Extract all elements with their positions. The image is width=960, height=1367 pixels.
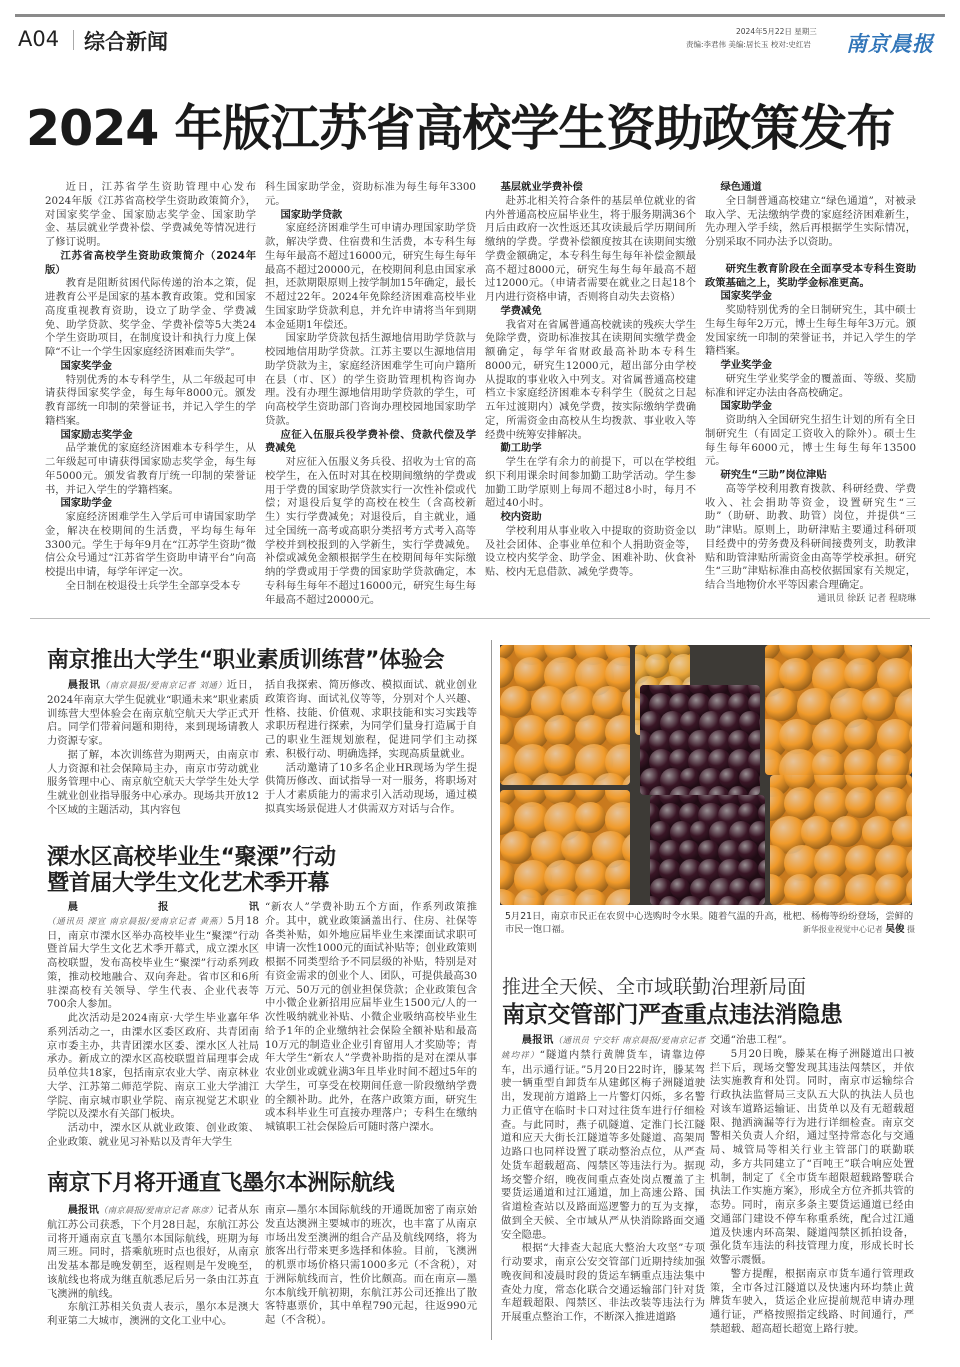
fruit xyxy=(690,821,710,841)
main-headline: 2024 年版江苏省高校学生资助政策发布 xyxy=(26,100,895,157)
fruit xyxy=(831,816,862,847)
paragraph: 我省对在省属普通高校就读的残疾大学生免除学费，资助标准按其在读期间实缴学费金额确定，每学年省财政最高补助本专科生8000元，研究生12000元，超出部分由学校从提取的事业收入中列支。对省属普通高校建档立卡家庭经济困难本专科学生（脱贫之日起五年过渡期内）减免学费，按实际缴纳学费确定，所需资金由高校从生均拨款、事业收入等经费中统筹安排解决。 xyxy=(485,318,696,441)
lishui-headline-line2: 暨首届大学生文化艺术季开幕 xyxy=(47,871,330,896)
fruit xyxy=(500,657,514,688)
photo-caption xyxy=(505,910,915,936)
subheading: 学业奖学金 xyxy=(720,359,772,371)
article-column xyxy=(501,1034,705,1325)
training-headline: 南京推出大学生“职业素质训练营”体验会 xyxy=(47,648,445,673)
photographer-name: 吴俊 xyxy=(885,924,905,935)
dateline-source: （通讯员 宁交轩 南京晨报/爱南京记者 姚均祥） xyxy=(501,1036,705,1061)
paragraph: 根据“大排查大起底大整治大攻坚”专项行动要求，南京公安交管部门近期持续加强晚夜间和凌晨时段的货运车辆重点违法集中查处力度，常态化联合交通运输部门针对货车超载超限、闯禁区、非法改装等违法行为开展重点整治工作，不断深入推进道路 xyxy=(501,1242,705,1323)
credit-suffix: 摄 xyxy=(907,925,915,934)
paragraph: 5月20日晚，滕某在梅子洲隧道出口被拦下后，现场交警发现其违法闯禁区，并依法实施教育和处罚。同时，南京市运输综合行政执法监督局三支队五大队的执法人员也对该车道路运输证、出货单以及有无超载超限、抛洒滴漏等行为进行详细检查。南京交警相关负责人介绍，通过坚持常态化与交通局、城管局等相关行业主管部门的联勤联动，多方共同建立了“百吨王”联合响应处置机制，制定了《全市货车超限超载路警联合执法工作实施方案》，形成全方位齐抓共管的态势。同时，南京多条主要货运通道已经由交通部门建设不停车称重系统，配合过江通道及快速内环高架、隧道闯禁区抓拍设备，强化货车违法的科技管理力度，形成长时长效警示震慑。 xyxy=(710,1047,914,1266)
dateline-label: 晨报讯 xyxy=(67,1204,99,1216)
paragraph: 家庭经济困难学生入学后可申请国家助学金，解决在校期间的生活费，平均每生每年3300元。学生于每年9月在“江苏学生资助”微信公众号通过“江苏省学生资助申请平台”向高校提出申请，每学年评定一次。 xyxy=(45,511,256,578)
fruit xyxy=(544,744,577,777)
caption-text: 5月21日，南京市民正在农贸中心选购时令水果。随着气温的升高，枇杷、杨梅等纷纷登场，尝鲜的市民一饱口福。 xyxy=(505,911,914,935)
fruit xyxy=(814,874,845,905)
fruit xyxy=(739,768,759,788)
fruit xyxy=(844,749,878,775)
article-column xyxy=(265,679,477,817)
subheading: 江苏省高校学生资助政策简介（2024年版） xyxy=(45,249,256,276)
paragraph: 据了解，本次训练营为期两天，由南京市人力资源和社会保障局主办，南京市劳动就业服务管理中心、南京航空航天大学学生处大学生就业创业指导服务中心承办。现场共开放12个区域的主题活动，其内容包 xyxy=(47,748,259,816)
fruit xyxy=(892,816,912,847)
fruit-box xyxy=(765,645,912,775)
fruit-box xyxy=(770,775,912,905)
article-column xyxy=(45,181,256,594)
paragraph: 科生国家助学金，资助标准为每生每年3300元。 xyxy=(265,181,476,207)
paragraph: 此次活动是2024南京·大学生毕业嘉年华系列活动之一，由溧水区委区政府、共青团南京市委主办，共青团溧水区委、溧水区人社局承办。新成立的溧水区高校联盟首届理事会成员单位共18家，包括南京农业大学、南京林业大学、江苏第二师范学院、南京工业大学浦江学院、南京城市职业学院、南京视觉艺术职业学院以及溧水有关部门板块。 xyxy=(47,1012,259,1121)
dateline-label: 晨报讯 xyxy=(67,901,259,913)
article-column xyxy=(47,1204,259,1329)
subheading: 国家助学金 xyxy=(720,400,772,413)
traffic-kicker: 推进全天候、全市域联勤治理新局面 xyxy=(502,976,807,998)
paragraph: 研究生学业奖学金的覆盖面、等级、奖励标准和评定办法由各高校确定。 xyxy=(705,372,916,399)
paragraph-text: 5月18日，南京市溧水区举办高校毕业生“聚溧”行动暨首届大学生文化艺术季开幕式，成立溧水区高校联盟，发布高校毕业生“聚溧”行动系列政策，推动校地融合、双向奔赴。省市区和6所驻溧高校有关领导、学生代表、企业代表等700余人参加。 xyxy=(47,914,259,1011)
fruit xyxy=(650,821,671,842)
paragraph: 交通“治患工程”。 xyxy=(710,1034,793,1046)
fruit xyxy=(779,658,812,691)
flight-headline: 南京下月将开通直飞墨尔本洲际航线 xyxy=(47,1171,395,1196)
subheading: 基层就业学费补偿 xyxy=(500,181,583,193)
paragraph-text: “隧道内禁行黄牌货车，请靠边停车，出示通行证。”5月20日22时许，滕某驾驶一辆重型自卸货车从建邺区梅子洲隧道驶出，发现前方道路上一片警灯闪烁，多名警力正值守在临时卡口对过往货车进行仔细检查。与此同时，燕子矶隧道、定淮门长江隧道和应天大街长江隧道等多处隧道、高架周边路口也同样设置了联动整治点位，从严查处货车超载超高、闯禁区等违法行为。据现场交警介绍，晚夜间重点查处岗点覆盖了主要货运通道和过江通道，加上高速公路、国省道检查站以及路面巡逻警力的互为支撑，做到全天候、全市域从严从快消除路面交通安全隐患。 xyxy=(501,1048,705,1241)
page-number: A04 xyxy=(18,27,60,51)
paragraph: “新农人”学费补助五个方面，作系列政策推介。其中，就业政策涵盖出行、住房、社保等各类补贴，如外地应届毕业生来溧面试求职可申请一次性1000元的面试补贴等；创业政策则根据不同类型给予不同层级的补贴，特别是对有资金需求的创业个人、团队，可提供最高30万元、50万元的创业担保贷款；企业政策包含中小微企业新招用应届毕业生1500元/人的一次性吸纳就业补贴、小微企业吸纳高校毕业生给予1年的企业缴纳社会保险全额补贴和最高10万元的制造业企业引育留用人才奖励等；青年大学生“新农人”学费补助指的是对在溧从事农业创业或就业满3年且毕业时间不超过5年的大学生，可享受在校期间任意一阶段缴纳学费的全额补助。此外，在落户政策方面，研究生或本科毕业生可直接办理落户；专科生在缴纳城镇职工社会保险后可随时落户溧水。 xyxy=(265,901,477,1133)
paragraph: 东航江苏相关负责人表示，墨尔本是澳大利亚第二大城市，澳洲的文化工业中心。 xyxy=(47,1301,259,1327)
fruit xyxy=(500,860,515,892)
paragraph: 国家助学贷款包括生源地信用助学贷款与校园地信用助学贷款。江苏主要以生源地信用助学贷款为主，家庭经济困难学生可向户籍所在县（市、区）的学生资助管理机构咨询办理。没有办理生源地信用助学贷款的学生，可向高校学生资助部门咨询办理校园地国家助学贷款。 xyxy=(265,332,476,427)
subheading: 国家奖学金 xyxy=(720,290,772,303)
fruit-box xyxy=(500,790,630,905)
paragraph xyxy=(47,1204,259,1301)
fruit xyxy=(909,645,912,663)
fruit-market-photo xyxy=(500,645,912,905)
fruit xyxy=(758,840,765,860)
fruit xyxy=(738,840,758,860)
dateline-source: （南京晨报/爱南京记者 刘通） xyxy=(100,681,227,691)
fruit xyxy=(844,719,877,752)
fruit xyxy=(909,749,912,775)
section-title: 综合新闻 xyxy=(84,30,168,54)
fruit xyxy=(758,859,765,879)
article-column xyxy=(705,181,916,607)
fruit xyxy=(906,874,912,905)
subheading: 研究生教育阶段在全面享受本专科生资助政策基础之上，奖助学金标准更高。 xyxy=(705,262,916,289)
paragraph: 括自我探索、简历修改、模拟面试、就业创业政策咨询、面试礼仪等等，分别对个人兴趣、性格、技能、价值观、求职技能和实习实践等求职历程进行探索，为同学们量身打造属于自己的职业生涯规划旅程，促进同学们主动探索、积极行动、明确选择，实现高质量就业。 xyxy=(265,679,477,760)
article-column xyxy=(485,181,696,580)
header-divider xyxy=(73,30,74,50)
fruit xyxy=(845,845,878,878)
paragraph: 品学兼优的家庭经济困难本专科学生，从二年级起可申请获得国家励志奖学金，每生每年5000元。颁发省教育厅统一印制的荣誉证书，并记入学生的学籍档案。 xyxy=(45,442,256,496)
fruit xyxy=(749,821,765,842)
paragraph: 近日，江苏省学生资助管理中心发布2024年版《江苏省高校学生资助政策简介》，对国家奖学金、国家励志奖学金、国家助学金、基层就业学费补偿、学费减免等情况进行了修订说明。 xyxy=(45,181,256,248)
paragraph: 家庭经济困难学生可申请办理国家助学贷款，解决学费、住宿费和生活费，本专科生每生每年最高不超过16000元，研究生每生每年最高不超过20000元，在校期间利息由国家承担，还款期限原则上按学制加15年确定，最长不超过22年。2024年免除经济困难高校毕业生国家助学贷款利息，并允许申请将当年到期本金延期1年偿还。 xyxy=(265,222,476,331)
paragraph-text: 记者从东航江苏公司获悉，下个月28日起，东航江苏公司将开通南京直飞墨尔本国际航线，班期为每周三班。同时，搭乘航班时点也很好，从南京出发基本都是晚发朝至，返程则是午发晚至，该航线也将成为继直航悉尼后另一条由江苏直飞澳洲的航线。 xyxy=(47,1204,259,1300)
paragraph-text: 近日，2024年南京大学生促就业“职通未来”职业素质训练营大型体验会在南京航空航天大学正式开启。同学们带着问题和期待，来到现场请教人力资源专家。 xyxy=(47,679,260,747)
top-rule xyxy=(15,14,945,17)
subheading: 国家励志奖学金 xyxy=(60,428,133,441)
subheading: 校内资助 xyxy=(500,511,542,523)
fruit xyxy=(812,749,846,775)
fruit xyxy=(906,845,912,881)
paragraph: 对应征入伍服义务兵役、招收为士官的高校学生，在入伍时对其在校期间缴纳的学费或用于学费的国家助学贷款实行一次性补偿或代偿；对退役后复学的高校在校生（含高校新生）实行学费减免；对退役后，自主就业，通过全国统一高考或高职分类招考方式考入高等学校并到校报到的入学新生，实行学费减免。补偿或减免金额根据学生在校期间每年实际缴纳的学费或用于学费的国家助学贷款确定，本专科每生每年不超过16000元，研究生每生每年最高不超过20000元。 xyxy=(265,456,476,606)
subheading: 国家助学贷款 xyxy=(280,208,343,221)
fruit xyxy=(605,860,630,892)
fruit xyxy=(765,688,798,721)
section-divider xyxy=(30,618,930,619)
article-column xyxy=(265,1204,477,1328)
fruit xyxy=(645,654,669,678)
fruit xyxy=(500,686,532,718)
fruit xyxy=(801,816,834,849)
dateline xyxy=(68,1204,218,1216)
paragraph xyxy=(501,1034,705,1242)
fruit xyxy=(862,688,894,720)
paragraph: 警方提醒，根据南京市货车通行管理政策，全市各过江隧道以及快速内环均禁止黄牌货车驶入，货运企业应提前规范申请办理通行证，严格按照指定线路、时间通行，严禁超载、超高超长超宽上路行驶。 xyxy=(710,1267,914,1335)
subheading: 学费减免 xyxy=(500,304,542,317)
fruit xyxy=(738,859,758,879)
paragraph: 学校利用从事业收入中提取的资助资金以及社会团体、企事业单位和个人捐助资金等，设立校内奖学金、助学金、困难补助、伙食补贴、校内无息借款、减免学费等。 xyxy=(485,524,696,578)
subheading: 研究生“三助”岗位津贴 xyxy=(720,469,827,481)
article-column xyxy=(47,901,259,1150)
fruit xyxy=(679,840,699,860)
paragraph: 南京—墨尔本国际航线的开通既加密了南京始发直达澳洲主要城市的班次，也丰富了从南京市场出发至澳洲的组合产品及航线网络，将为旅客出行带来更多选择和体验。目前，飞澳洲的机票市场价格只需1000多元（不含税），对于洲际航线而言，性价比颇高。而在南京—墨尔本航线开航初期，东航江苏公司还推出了散客特惠票价，其中单程790元起，往返990元起（不含税）。 xyxy=(265,1204,477,1326)
fruit xyxy=(605,889,630,905)
article-column xyxy=(710,1034,914,1337)
fruit xyxy=(575,802,606,833)
paragraph: 高等学校利用教育拨款、科研经费、学费收入、社会捐助等资金，设置研究生“三助”（助研、助教、助管）岗位，并提供“三助”津贴。原则上，助研津贴主要通过科研项目经费中的劳务费及科研间接费列支，助教津贴和助管津贴所需资金由高等学校承担。研究生“三助”津贴标准由高校依据国家有关规定，结合当地物价水平等因素合理确定。 xyxy=(705,482,916,591)
fruit xyxy=(845,787,876,818)
fruit xyxy=(906,775,912,794)
fruit xyxy=(875,874,906,905)
subheading: 勤工助学 xyxy=(500,442,542,455)
fruit-box xyxy=(500,645,630,785)
fruit xyxy=(500,715,514,746)
lishui-headline-line1: 溧水区高校毕业生“聚溧”行动 xyxy=(47,845,336,870)
fruit xyxy=(500,831,533,864)
paragraph: 奖励特别优秀的全日制研究生，其中硕士生每生每年2万元，博士生每生每年3万元。颁发国家统一印制的荣誉证书，并记入学生的学籍档案。 xyxy=(705,304,916,358)
newspaper-logo: 南京晨报 xyxy=(846,31,934,56)
fruit xyxy=(670,878,691,899)
fruit xyxy=(680,768,700,788)
fruit xyxy=(784,874,816,905)
dateline-label: 晨报讯 xyxy=(67,679,101,691)
paragraph: 特别优秀的本专科学生，从二年级起可申请获得国家奖学金，每生每年8000元。颁发教育部统一印制的荣誉证书，并记入学生的学籍档案。 xyxy=(45,373,256,427)
paragraph: 资助纳入全国研究生招生计划的所有全日制研究生（有固定工资收入的除外）。硕士生每生每年6000元，博士生每生每年13500元。 xyxy=(705,414,916,468)
dateline-source: （通讯员 溧宣 南京晨报/爱南京记者 黄燕） xyxy=(47,916,228,927)
dateline-label: 晨报讯 xyxy=(521,1034,554,1046)
subheading: 国家奖学金 xyxy=(60,359,112,372)
paragraph: 活动中，溧水区从就业政策、创业政策、企业政策、就业见习补贴以及青年大学生 xyxy=(47,1122,259,1148)
paragraph: 全日制在校退役士兵学生全部享受本专 xyxy=(65,579,241,592)
dateline-source: （南京晨报/爱南京记者 陈彦） xyxy=(98,1206,218,1216)
photo-credit xyxy=(803,923,915,936)
issue-date: 2024年5月22日 星期三 xyxy=(736,27,817,36)
paragraph xyxy=(47,679,259,749)
traffic-headline: 南京交管部门严查重点违法消隐患 xyxy=(502,1002,843,1028)
dateline xyxy=(68,679,227,691)
article-column xyxy=(265,181,476,607)
fruit xyxy=(719,768,739,788)
fruit xyxy=(592,686,625,719)
fruit-box xyxy=(650,795,765,905)
paragraph: 全日制普通高校建立“绿色通道”，对被录取入学、无法缴纳学费的家庭经济困难新生，先办理入学手续，然后再根据学生实际情况，分别采取不同办法予以资助。 xyxy=(705,194,916,248)
editorial-staff: 责编:李君伟 美编:居长玉 校对:史红岩 xyxy=(686,40,811,49)
paragraph: 赴苏北相关符合条件的基层单位就业的省内外普通高校应届毕业生，将于服务期满36个月后由政府一次性返还其攻读最后学历期间所缴纳的学费。学费补偿额度按其在读期间实缴学费金额确定，本专科生每生每年补偿金额最高不超过8000元，研究生每生每年最高不超过12000元。（申请者需要在就业之日起18个月内进行资格申请，否则将自动失去资格） xyxy=(485,194,696,303)
fruit xyxy=(877,749,910,775)
subheading: 应征入伍服兵役学费补偿、贷款代偿及学费减免 xyxy=(265,428,476,455)
paragraph: 活动邀请了10多名企业HR现场为学生提供简历修改、面试指导一对一服务，将职场对于人才素质能力的需求引入活动现场，通过模拟真实场景促进人才供需双方对话与合作。 xyxy=(265,761,477,815)
article-column xyxy=(47,679,259,818)
fruit xyxy=(844,658,878,692)
fruit xyxy=(698,840,719,861)
byline: 通讯员 徐跃 记者 程晓琳 xyxy=(817,593,916,604)
subheading: 国家助学金 xyxy=(60,497,112,510)
fruit xyxy=(561,831,594,864)
paragraph: 教育是阻断贫困代际传递的治本之策，促进教育公平是国家的基本教育政策。党和国家高度重视教育资助，设立了助学金、学费减免、助学贷款、奖学金、学费补偿等5大类24个学生资助项目，在制度设计和执行力度上保障“不让一个学生因家庭经济困难而失学”。 xyxy=(45,277,256,358)
fruit xyxy=(544,715,576,747)
subheading: 绿色通道 xyxy=(720,181,762,193)
paragraph xyxy=(47,901,259,1012)
fruit xyxy=(640,693,649,713)
fruit xyxy=(738,803,758,823)
column-rule xyxy=(491,640,492,1340)
fruit-box xyxy=(640,685,760,795)
credit-prefix: 新华报业视觉中心记者 xyxy=(802,925,883,934)
paragraph: 学生在学有余力的前提下，可以在学校组织下利用课余时间参加勤工助学活动。学生参加勤工助学原则上每周不超过8小时，每月不超过40小时。 xyxy=(485,456,696,510)
article-column xyxy=(265,901,477,1135)
